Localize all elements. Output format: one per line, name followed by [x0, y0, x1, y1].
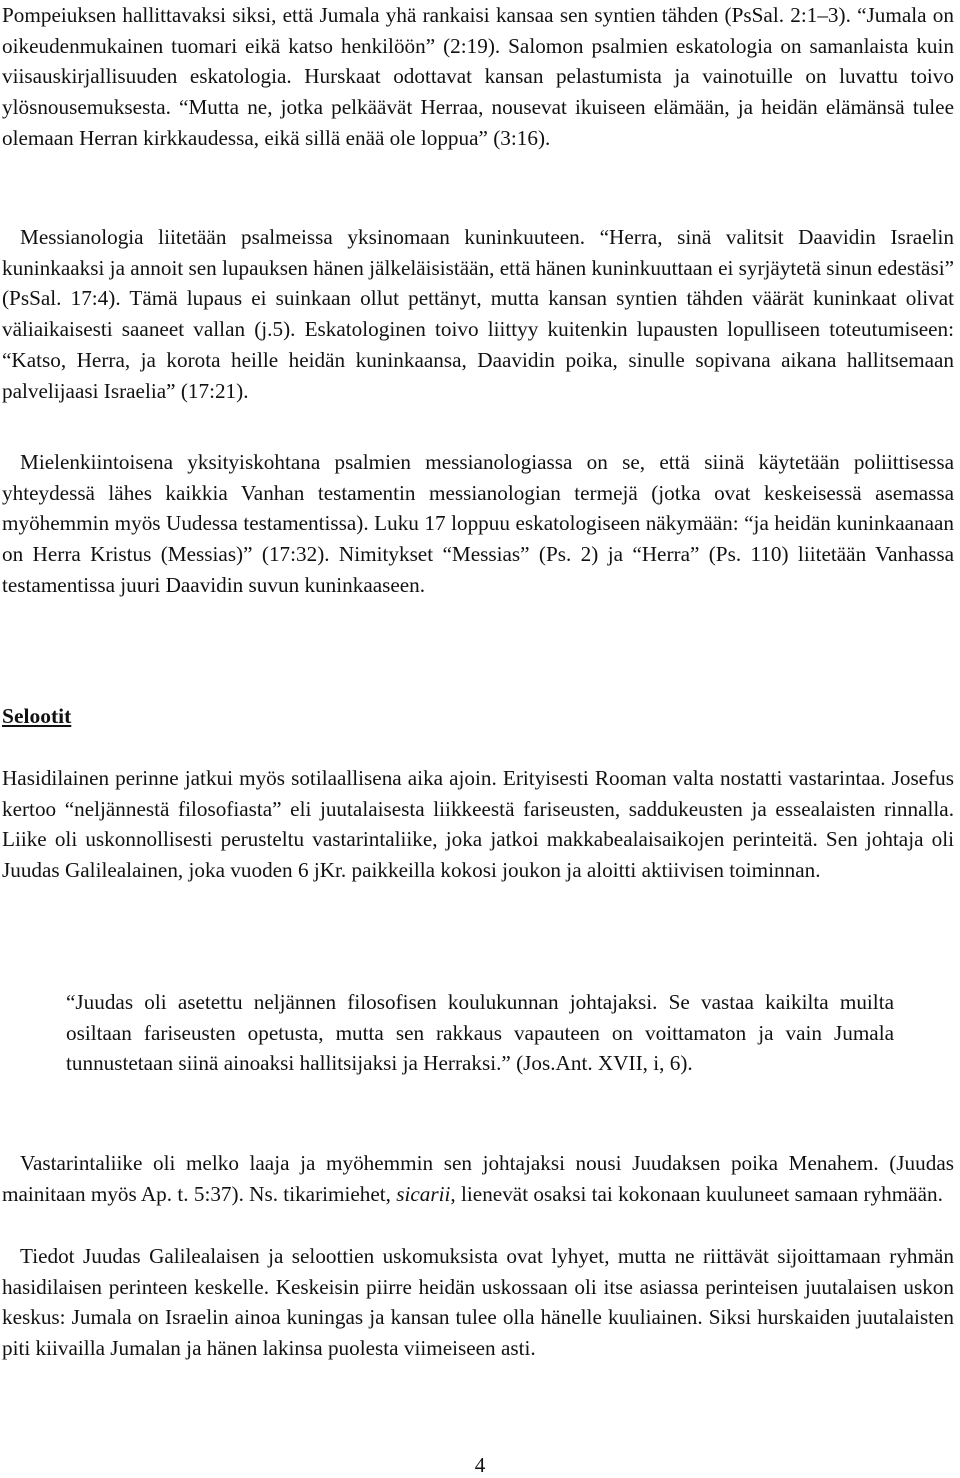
page-number: 4	[474, 1453, 486, 1477]
paragraph-psalms-eschatology: Pompeiuksen hallittavaksi siksi, että Jumala yhä rankaisi kansaa sen syntien tähden (PsSal. 2:1–3). “Jumala on oikeudenmukainen tuomari eikä katso henkilöön” (2:19). Salomon psalmien eskatologia on samanlaista kuin viisauskirjallisuuden eskatologia. Hurskaat odottavat kansan pelastumista ja vainotuille on luvattu toivo ylösnousemuksesta. “Mutta ne, jotka pelkäävät Herraa, nousevat ikuiseen elämään, ja heidän elämänsä tulee olemaan Herran kirkkaudessa, eikä sillä enää ole loppua” (3:16).	[2, 3, 954, 150]
paragraph-resistance-movement	[2, 1148, 954, 1209]
italic-term: sicarii	[396, 1181, 451, 1206]
paragraph-text: , lienevät osaksi tai kokonaan kuuluneet samaan ryhmään.	[450, 1181, 943, 1206]
paragraph-text: Vastarintaliike oli melko laaja ja myöhemmin sen johtajaksi nousi Juudaksen poika Menahem. (Juudas mainitaan myös Ap. t. 5:37). Ns. tikarimiehet,	[2, 1151, 954, 1206]
paragraph-messianology-terms: Mielenkiintoisena yksityiskohtana psalmien messianologiassa on se, että siinä käytetään poliittisessa yhteydessä lähes kaikkia Vanhan testamentin messianologian termejä (jotka ovat keskeisessä asemassa myöhemmin myös Uudessa testamentissa). Luku 17 loppuu eskatologiseen näkymään: “ja heidän kuninkaanaan on Herra Kristus (Messias)” (17:32). Nimitykset “Messias” (Ps. 2) ja “Herra” (Ps. 110) liitetään Vanhassa testamentissa juuri Daavidin suvun kuninkaaseen.	[2, 450, 954, 597]
paragraph-messianology: Messianologia liitetään psalmeissa yksinomaan kuninkuuteen. “Herra, sinä valitsit Daavidin Israelin kuninkaaksi ja annoit sen lupauksen hänen jälkeläisistään, että hänen kuninkuuttaan ei syrjäytetä sinun edestäsi” (PsSal. 17:4). Tämä lupaus ei suinkaan ollut pettänyt, mutta kansan syntien tähden väärät kuninkaat olivat väliaikaisesti saaneet vallan (j.5). Eskatologinen toivo liittyy kuitenkin lupausten lopulliseen toteutumiseen: “Katso, Herra, ja korota heille heidän kuninkaansa, Daavidin poika, sinulle sopivana aikana hallitsemaan palvelijaasi Israelia” (17:21).	[2, 225, 954, 403]
block-quote: “Juudas oli asetettu neljännen filosofisen koulukunnan johtajaksi. Se vastaa kaikilta muilta osiltaan fariseusten opetusta, mutta sen rakkaus vapauteen on voittamaton ja vain Jumala tunnustetaan siinä ainoaksi hallitsijaksi ja Herraksi.” (Jos.Ant. XVII, i, 6).	[66, 990, 894, 1076]
paragraph-zealot-beliefs: Tiedot Juudas Galilealaisen ja seloottien uskomuksista ovat lyhyet, mutta ne riittävät sijoittamaan ryhmän hasidilaisen perinteen keskelle. Keskeisin piirre heidän uskossaan oli itse asiassa perinteisen juutalaisen uskon keskus: Jumala on Israelin ainoa kuningas ja kansan tulee olla hänelle kuuliainen. Siksi hurskaiden juutalaisten piti kiivailla Jumalan ja hänen lakinsa puolesta viimeiseen asti.	[2, 1244, 954, 1361]
paragraph-hasidic-tradition: Hasidilainen perinne jatkui myös sotilaallisena aika ajoin. Erityisesti Rooman valta nostatti vastarintaa. Josefus kertoo “neljännestä filosofiasta” eli juutalaisesta liikkeestä fariseusten, saddukeusten ja essealaisten rinnalla. Liike oli uskonnollisesti perusteltu vastarintaliike, joka jatkoi makkabealaisaikojen perinteitä. Sen johtaja oli Juudas Galilealainen, joka vuoden 6 jKr. paikkeilla kokosi joukon ja aloitti aktiivisen toiminnan.	[2, 766, 954, 883]
section-heading: Selootit	[2, 704, 72, 728]
